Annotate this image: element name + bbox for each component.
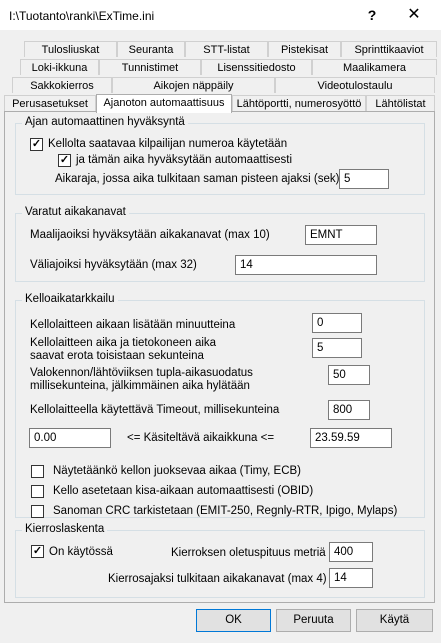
- laps-enabled-label: On käytössä: [49, 546, 113, 558]
- tab-sakkokierros[interactable]: Sakkokierros: [12, 77, 112, 93]
- time-limit-input[interactable]: 5: [339, 169, 389, 189]
- use-clock-number-label: Kellolta saatavaa kilpailijan numeroa käytetään: [48, 138, 288, 150]
- tab-pistekisat[interactable]: Pistekisat: [268, 41, 341, 57]
- tab-lisenssitiedosto[interactable]: Lisenssitiedosto: [201, 59, 312, 75]
- lap-length-label: Kierroksen oletuspituus metriä: [171, 547, 326, 559]
- crc-check-checkbox[interactable]: [31, 505, 44, 518]
- tab-lahtolistat[interactable]: Lähtölistat: [366, 95, 435, 111]
- tab-sprinttikaaviot[interactable]: Sprinttikaaviot: [341, 41, 437, 57]
- tab-stt-listat[interactable]: STT-listat: [185, 41, 268, 57]
- window-title: I:\Tuotanto\ranki\ExTime.ini: [9, 9, 155, 23]
- cancel-button[interactable]: Peruuta: [276, 609, 351, 632]
- crc-check-label: Sanoman CRC tarkistetaan (EMIT-250, Regnly-RTR, Ipigo, Mylaps): [53, 505, 398, 517]
- group-auto-accept-legend: Ajan automaattinen hyväksyntä: [22, 116, 188, 128]
- dup-filter-input[interactable]: 50: [328, 365, 370, 385]
- group-auto-accept: [15, 116, 425, 195]
- tab-aikojen-nappaily[interactable]: Aikojen näppäily: [112, 77, 275, 93]
- group-clock-legend: Kelloaikatarkkailu: [22, 293, 118, 305]
- time-difference-input[interactable]: 5: [312, 338, 362, 358]
- tab-loki-ikkuna[interactable]: Loki-ikkuna: [20, 59, 99, 75]
- tab-maalikamera[interactable]: Maalikamera: [312, 59, 437, 75]
- help-button[interactable]: ?: [367, 7, 377, 23]
- diff-label-line2: saavat erota toisistaan sekunteina: [30, 350, 204, 362]
- add-minutes-input[interactable]: 0: [312, 313, 362, 333]
- dup-filter-label-line1: Valokennon/lähtöviiksen tupla-aikasuodatus: [30, 367, 253, 379]
- apply-button[interactable]: Käytä: [356, 609, 433, 632]
- ok-button[interactable]: OK: [196, 609, 271, 632]
- time-window-label: <= Käsiteltävä aikaikkuna <=: [127, 432, 275, 444]
- set-clock-label: Kello asetetaan kisa-aikaan automaattisesti (OBID): [53, 485, 314, 497]
- tab-panel: [4, 111, 435, 603]
- title-bar: [0, 0, 441, 30]
- group-lap-counting: [15, 523, 425, 598]
- tab-videotulostaulu[interactable]: Videotulostaulu: [275, 77, 435, 93]
- finish-channels-label: Maalijaoiksi hyväksytään aikakanavat (max 10): [30, 229, 270, 241]
- split-channels-label: Väliajoiksi hyväksytään (max 32): [30, 259, 197, 271]
- tab-perusasetukset[interactable]: Perusasetukset: [4, 95, 96, 111]
- group-laps-legend: Kierroslaskenta: [22, 523, 107, 535]
- show-running-time-checkbox[interactable]: [31, 465, 44, 478]
- finish-channels-input[interactable]: EMNT: [305, 225, 377, 245]
- time-window-to-input[interactable]: 23.59.59: [310, 428, 392, 448]
- tab-seuranta[interactable]: Seuranta: [117, 41, 185, 57]
- show-running-time-label: Näytetäänkö kellon juoksevaa aikaa (Timy, ECB): [53, 465, 301, 477]
- close-button[interactable]: ✕: [407, 6, 421, 23]
- add-minutes-label: Kellolaitteen aikaan lisätään minuutteina: [30, 319, 236, 331]
- timeout-label: Kellolaitteella käytettävä Timeout, millisekunteina: [30, 404, 280, 416]
- laps-enabled-checkbox[interactable]: ✓: [32, 545, 43, 557]
- lap-length-input[interactable]: 400: [329, 542, 373, 562]
- lap-channels-input[interactable]: 14: [329, 568, 373, 588]
- group-reserved-legend: Varatut aikakanavat: [22, 206, 129, 218]
- use-clock-number-checkbox[interactable]: ✓: [31, 138, 42, 150]
- set-clock-checkbox[interactable]: [31, 485, 44, 498]
- tab-ajanoton-automaattisuus[interactable]: Ajanoton automaattisuus: [96, 94, 232, 113]
- accept-time-checkbox[interactable]: ✓: [59, 154, 70, 166]
- tab-tulosliuskat[interactable]: Tulosliuskat: [24, 41, 117, 57]
- split-channels-input[interactable]: 14: [235, 255, 377, 275]
- dup-filter-label-line2: millisekunteina, jälkimmäinen aika hylätään: [30, 380, 250, 392]
- lap-channels-label: Kierrosajaksi tulkitaan aikakanavat (max 4): [108, 573, 327, 585]
- time-window-from-input[interactable]: 0.00: [29, 428, 111, 448]
- tab-tunnistimet[interactable]: Tunnistimet: [99, 59, 201, 75]
- group-clock-monitoring: [15, 293, 425, 518]
- timeout-input[interactable]: 800: [328, 400, 370, 420]
- accept-time-label: ja tämän aika hyväksytään automaattisesti: [76, 154, 293, 166]
- tab-lahtoportti-numerosyotto[interactable]: Lähtöportti, numerosyöttö: [232, 95, 366, 111]
- group-reserved-channels: [15, 206, 425, 282]
- time-limit-label: Aikaraja, jossa aika tulkitaan saman pisteen ajaksi (sek): [55, 173, 340, 185]
- diff-label-line1: Kellolaitteen aika ja tietokoneen aika: [30, 337, 217, 349]
